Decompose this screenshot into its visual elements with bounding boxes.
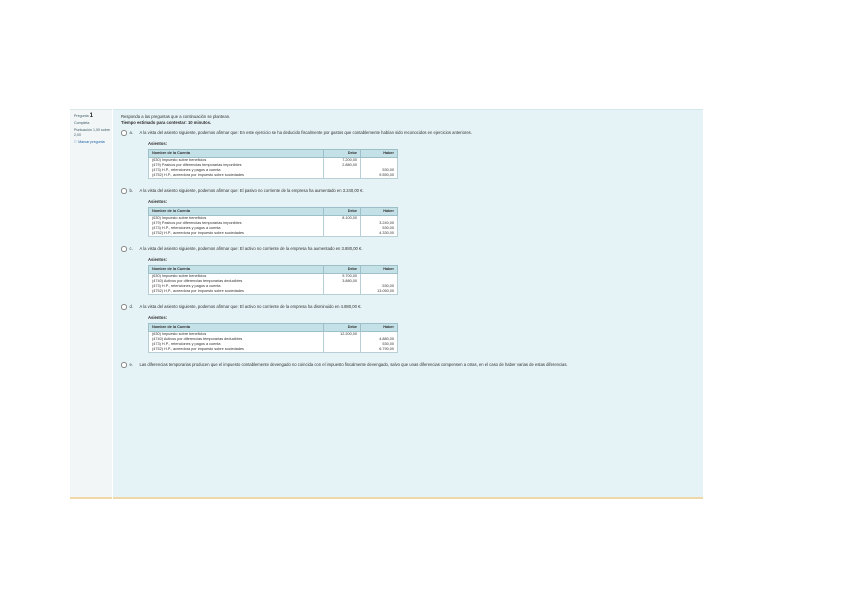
cell-cuenta: (473) H.P., retenciones y pagos a cuenta [149,284,324,289]
asientos-label: Asientos: [148,199,168,204]
column-header-cuenta: Nombre de la Cuenta [149,208,324,216]
cell-debe: 12.200,00 [324,332,361,338]
cell-cuenta: (630) Impuesto sobre beneficios [149,158,324,164]
cell-debe: 8.100,00 [324,216,361,222]
asientos-label: Asientos: [148,257,168,262]
flag-question-label: Marcar pregunta [78,140,105,144]
option-letter: a. [129,130,133,135]
column-header-cuenta: Nombre de la Cuenta [149,324,324,332]
ledger-table-b [148,207,398,237]
cell-debe [324,173,361,179]
cell-cuenta: (4752) H.P., acreedora por impuesto sobre sociedades [149,347,324,353]
radio-option-d[interactable] [121,304,127,310]
column-header-haber: Haber [361,150,398,158]
asientos-label: Asientos: [148,141,168,146]
cell-haber: 530,00 [361,342,398,347]
question-number [74,114,110,119]
table-row [149,173,398,179]
option-text: A la vista del asiento siguiente, podemos afirmar que: El pasivo no corriente de la empresa ha aumentado en 3.240,00 €. [139,188,364,193]
cell-cuenta: (4740) Activos por diferencias temporarias deducibles [149,279,324,284]
estimated-time: Tiempo estimado para contestar: 10 minutos. [121,120,212,125]
answer-option-c[interactable] [121,246,695,295]
answer-option-d[interactable] [121,304,695,353]
option-letter: d. [129,304,133,309]
cell-debe: 3.880,00 [324,279,361,284]
cell-haber: 4.880,00 [361,337,398,342]
column-header-debe: Debe [324,150,361,158]
cell-cuenta: (630) Impuesto sobre beneficios [149,332,324,338]
cell-haber: 530,00 [361,226,398,231]
column-header-haber: Haber [361,324,398,332]
table-row [149,347,398,353]
cell-cuenta: (630) Impuesto sobre beneficios [149,274,324,280]
cell-cuenta: (4752) H.P., acreedora por impuesto sobre sociedades [149,231,324,237]
table-row [149,231,398,237]
column-header-debe: Debe [324,266,361,274]
ledger-table-d [148,323,398,353]
radio-option-c[interactable] [121,246,127,252]
cell-cuenta: (4752) H.P., acreedora por impuesto sobre sociedades [149,173,324,179]
cell-cuenta: (473) H.P., retenciones y pagos a cuenta [149,342,324,347]
question-state: Completa [74,121,90,125]
cell-debe [324,289,361,295]
option-letter: c. [129,246,133,251]
cell-haber: 6.790,00 [361,347,398,353]
cell-cuenta: (4740) Activos por diferencias temporarias deducibles [149,337,324,342]
cell-cuenta: (473) H.P., retenciones y pagos a cuenta [149,168,324,173]
cell-debe: 9.700,00 [324,274,361,280]
cell-haber: 3.240,00 [361,221,398,226]
column-header-haber: Haber [361,266,398,274]
flag-question-link[interactable] [74,140,110,145]
cell-haber: 9.550,00 [361,173,398,179]
flag-icon: ⚐ [74,140,78,144]
option-text: Las diferencias temporarias producen que el impuesto contablemente devengado no coincida con el impuesto fiscalmente devengado, salvo que unas diferencias compensen a otras, en el caso de haber varias de estas diferencias. [139,362,568,367]
cell-debe: 7.200,00 [324,158,361,164]
question-info-panel [70,109,112,499]
question-intro: Responda a las preguntas que a continuación se plantean. [121,114,231,119]
cell-cuenta: (4752) H.P., acreedora por impuesto sobre sociedades [149,289,324,295]
cell-cuenta: (479) Pasivos por diferencias temporarias imponibles [149,163,324,168]
question-grade: Puntuación 1,00 sobre 2,00 [74,128,110,137]
radio-option-b[interactable] [121,188,127,194]
answer-option-b[interactable] [121,188,695,237]
column-header-cuenta: Nombre de la Cuenta [149,266,324,274]
column-header-cuenta: Nombre de la Cuenta [149,150,324,158]
cell-haber: 4.330,00 [361,231,398,237]
cell-haber: 530,00 [361,284,398,289]
cell-haber: 530,00 [361,168,398,173]
question-content [113,109,703,499]
ledger-table-a [148,149,398,179]
cell-debe [324,347,361,353]
radio-option-e[interactable] [121,362,127,368]
answer-option-a[interactable] [121,130,695,179]
cell-cuenta: (473) H.P., retenciones y pagos a cuenta [149,226,324,231]
question-number-value: 1 [89,113,93,119]
cell-haber: 13.050,00 [361,289,398,295]
column-header-debe: Debe [324,208,361,216]
cell-debe [324,231,361,237]
ledger-table-c [148,265,398,295]
column-header-haber: Haber [361,208,398,216]
table-row [149,289,398,295]
option-letter: b. [129,188,133,193]
cell-debe: 2.880,00 [324,163,361,168]
option-text: A la vista del asiento siguiente, podemos afirmar que: El activo no corriente de la empresa ha aumentado en 3.880,00 €. [139,246,363,251]
cell-cuenta: (630) Impuesto sobre beneficios [149,216,324,222]
option-text: A la vista del asiento siguiente, podemos afirmar que: En este ejercicio se ha deducido fiscalmente por gastos que contablemente habían sido reconocidos en ejercicios anteriores. [139,130,472,135]
radio-option-a[interactable] [121,130,127,136]
column-header-debe: Debe [324,324,361,332]
option-letter: e. [129,362,133,367]
asientos-label: Asientos: [148,315,168,320]
answer-option-e[interactable] [121,362,695,368]
cell-cuenta: (479) Pasivos por diferencias temporarias imponibles [149,221,324,226]
option-text: A la vista del asiento siguiente, podemos afirmar que: El activo no corriente de la empresa ha disminuido en 4.880,00 €. [139,304,362,309]
question-label: Pregunta [74,114,89,118]
